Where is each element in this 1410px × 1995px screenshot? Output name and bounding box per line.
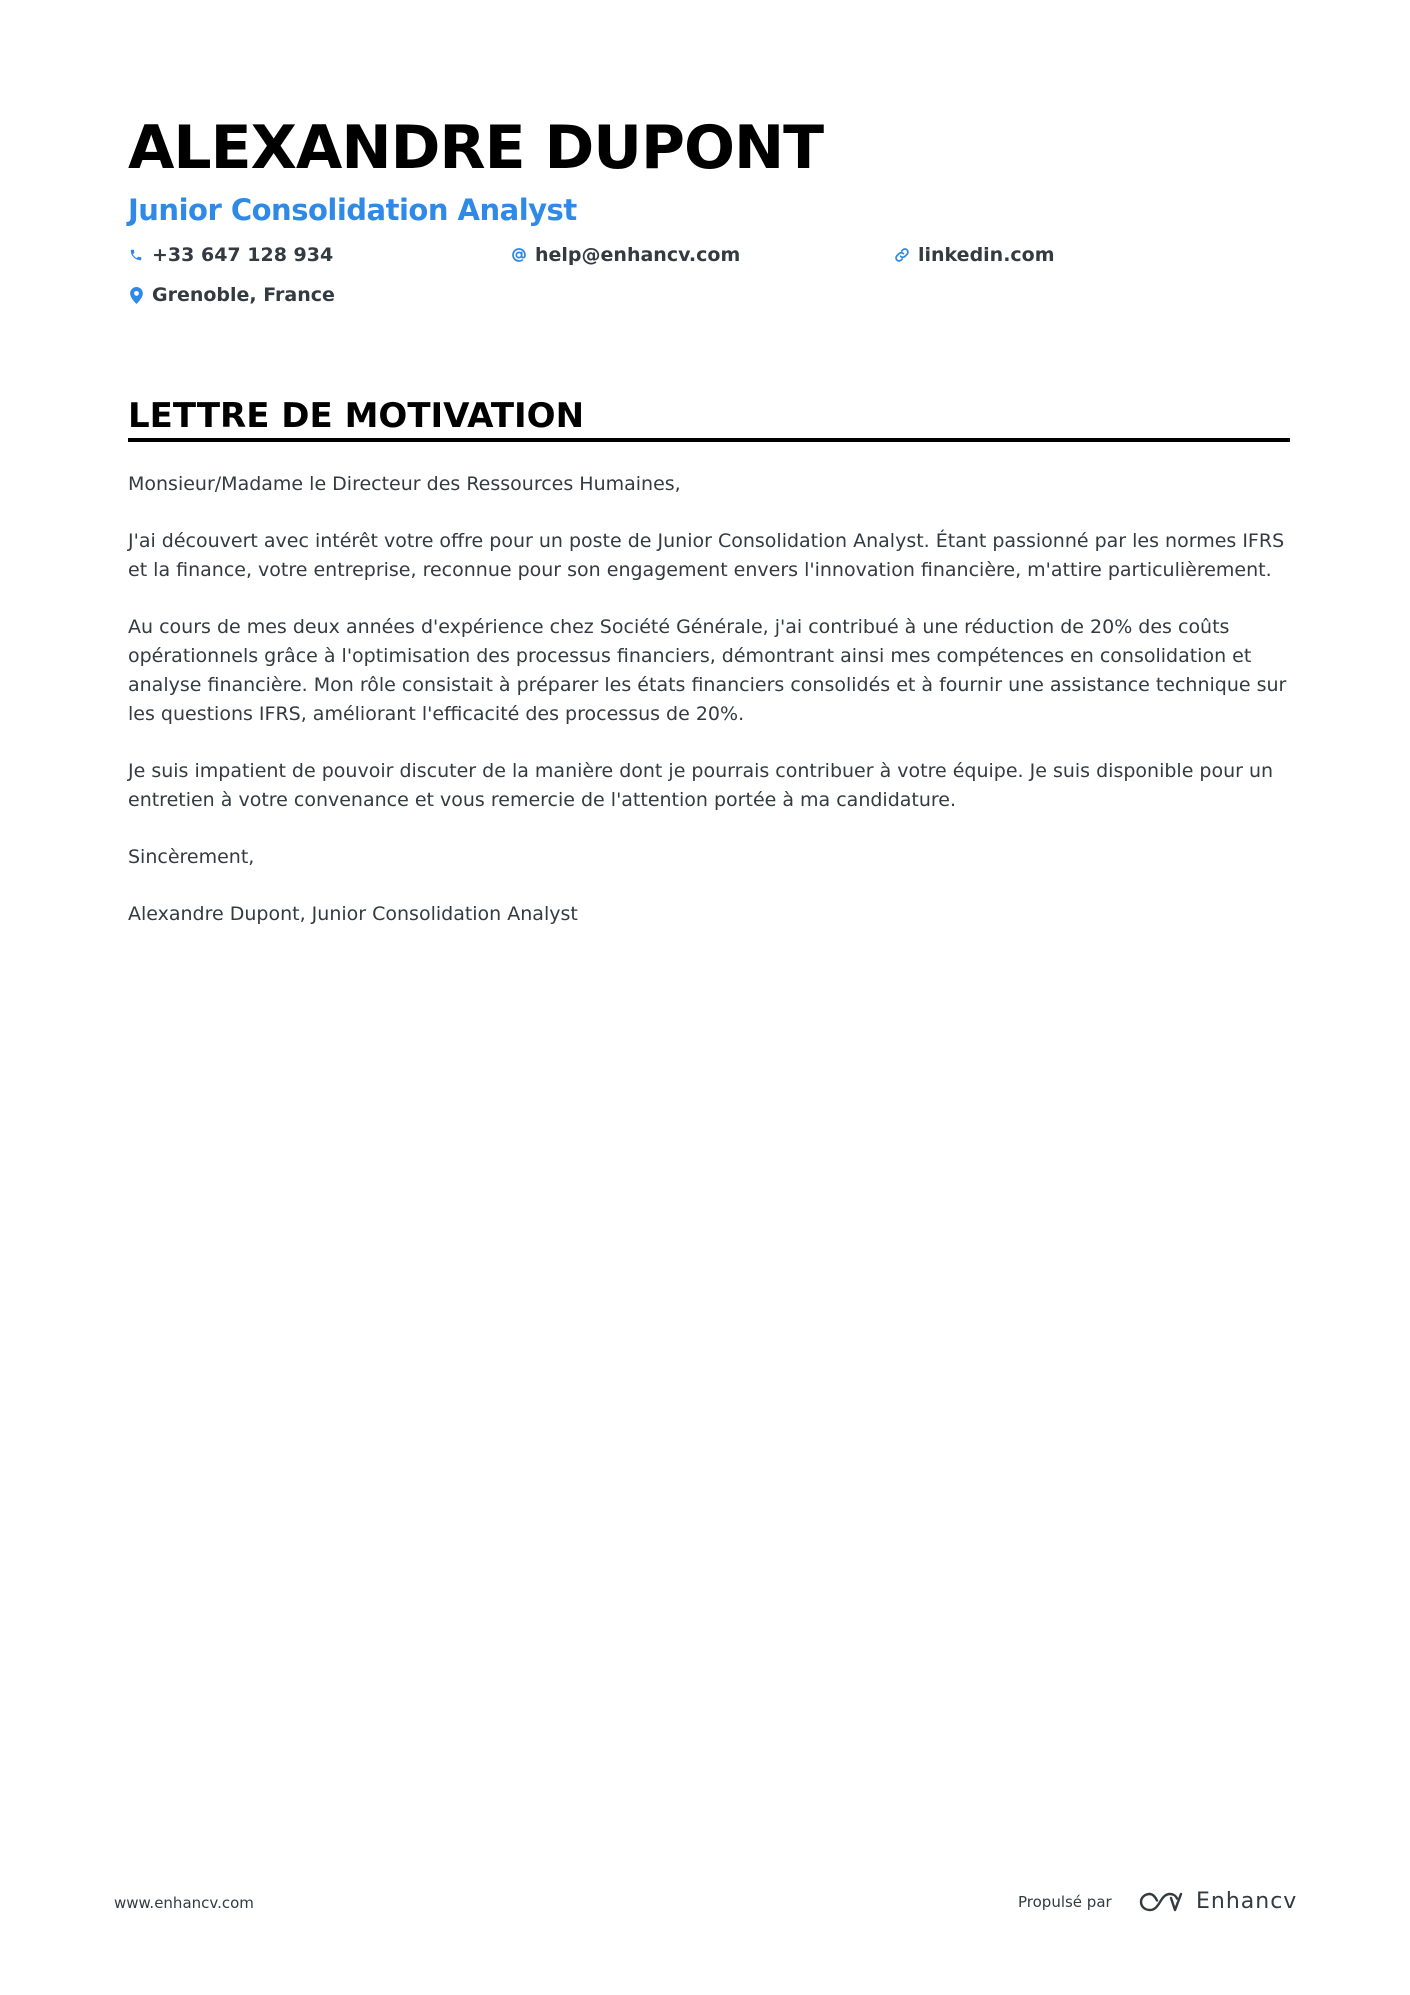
section-divider bbox=[128, 438, 1290, 442]
letter-paragraph: J'ai découvert avec intérêt votre offre pour un poste de Junior Consolidation Analyst. Étant passionné par les normes IFRS et la finance, votre entreprise, reconnue pour son engagement envers l'innovation financière, m'attire particulièrement. bbox=[128, 530, 1285, 581]
contact-email bbox=[511, 242, 740, 268]
letter-paragraph: Au cours de mes deux années d'expérience chez Société Générale, j'ai contribué à une réduction de 20% des coûts opérationnels grâce à l'optimisation des processus financiers, démontrant ainsi mes compétences en consolidation et analyse financière. Mon rôle consistait à préparer les états financiers consolidés et à fournir une assistance technique sur les questions IFRS, améliorant l'efficacité des processus de 20%. bbox=[128, 616, 1287, 725]
letter-signature: Alexandre Dupont, Junior Consolidation Analyst bbox=[128, 903, 578, 925]
section-title: LETTRE DE MOTIVATION bbox=[128, 396, 585, 436]
contact-phone bbox=[128, 242, 333, 268]
link-icon bbox=[894, 246, 910, 264]
footer-powered-by: Propulsé par bbox=[1018, 1893, 1112, 1911]
at-icon bbox=[511, 246, 527, 264]
letter-closing: Sincèrement, bbox=[128, 846, 255, 868]
letter-paragraph: Je suis impatient de pouvoir discuter de la manière dont je pourrais contribuer à votre équipe. Je suis disponible pour un entretien à votre convenance et vous remercie de l'attention portée à ma candidature. bbox=[128, 760, 1274, 811]
map-pin-icon bbox=[128, 286, 144, 304]
footer-brand[interactable] bbox=[1138, 1886, 1297, 1918]
contact-location-value: Grenoble, France bbox=[152, 284, 335, 306]
contact-link bbox=[894, 242, 1055, 268]
footer-website[interactable]: www.enhancv.com bbox=[114, 1894, 254, 1912]
contact-phone-value: +33 647 128 934 bbox=[152, 244, 334, 266]
contact-email-value[interactable]: help@enhancv.com bbox=[535, 244, 741, 266]
contact-location bbox=[128, 282, 335, 308]
letter-salutation: Monsieur/Madame le Directeur des Ressources Humaines, bbox=[128, 473, 681, 495]
candidate-title: Junior Consolidation Analyst bbox=[128, 193, 577, 227]
phone-icon bbox=[128, 246, 144, 264]
candidate-name: ALEXANDRE DUPONT bbox=[128, 113, 824, 183]
footer-brand-name: Enhancv bbox=[1196, 1889, 1298, 1914]
letter-body bbox=[128, 470, 1290, 957]
enhancv-logo-icon bbox=[1138, 1890, 1184, 1914]
contact-link-value[interactable]: linkedin.com bbox=[918, 244, 1055, 266]
